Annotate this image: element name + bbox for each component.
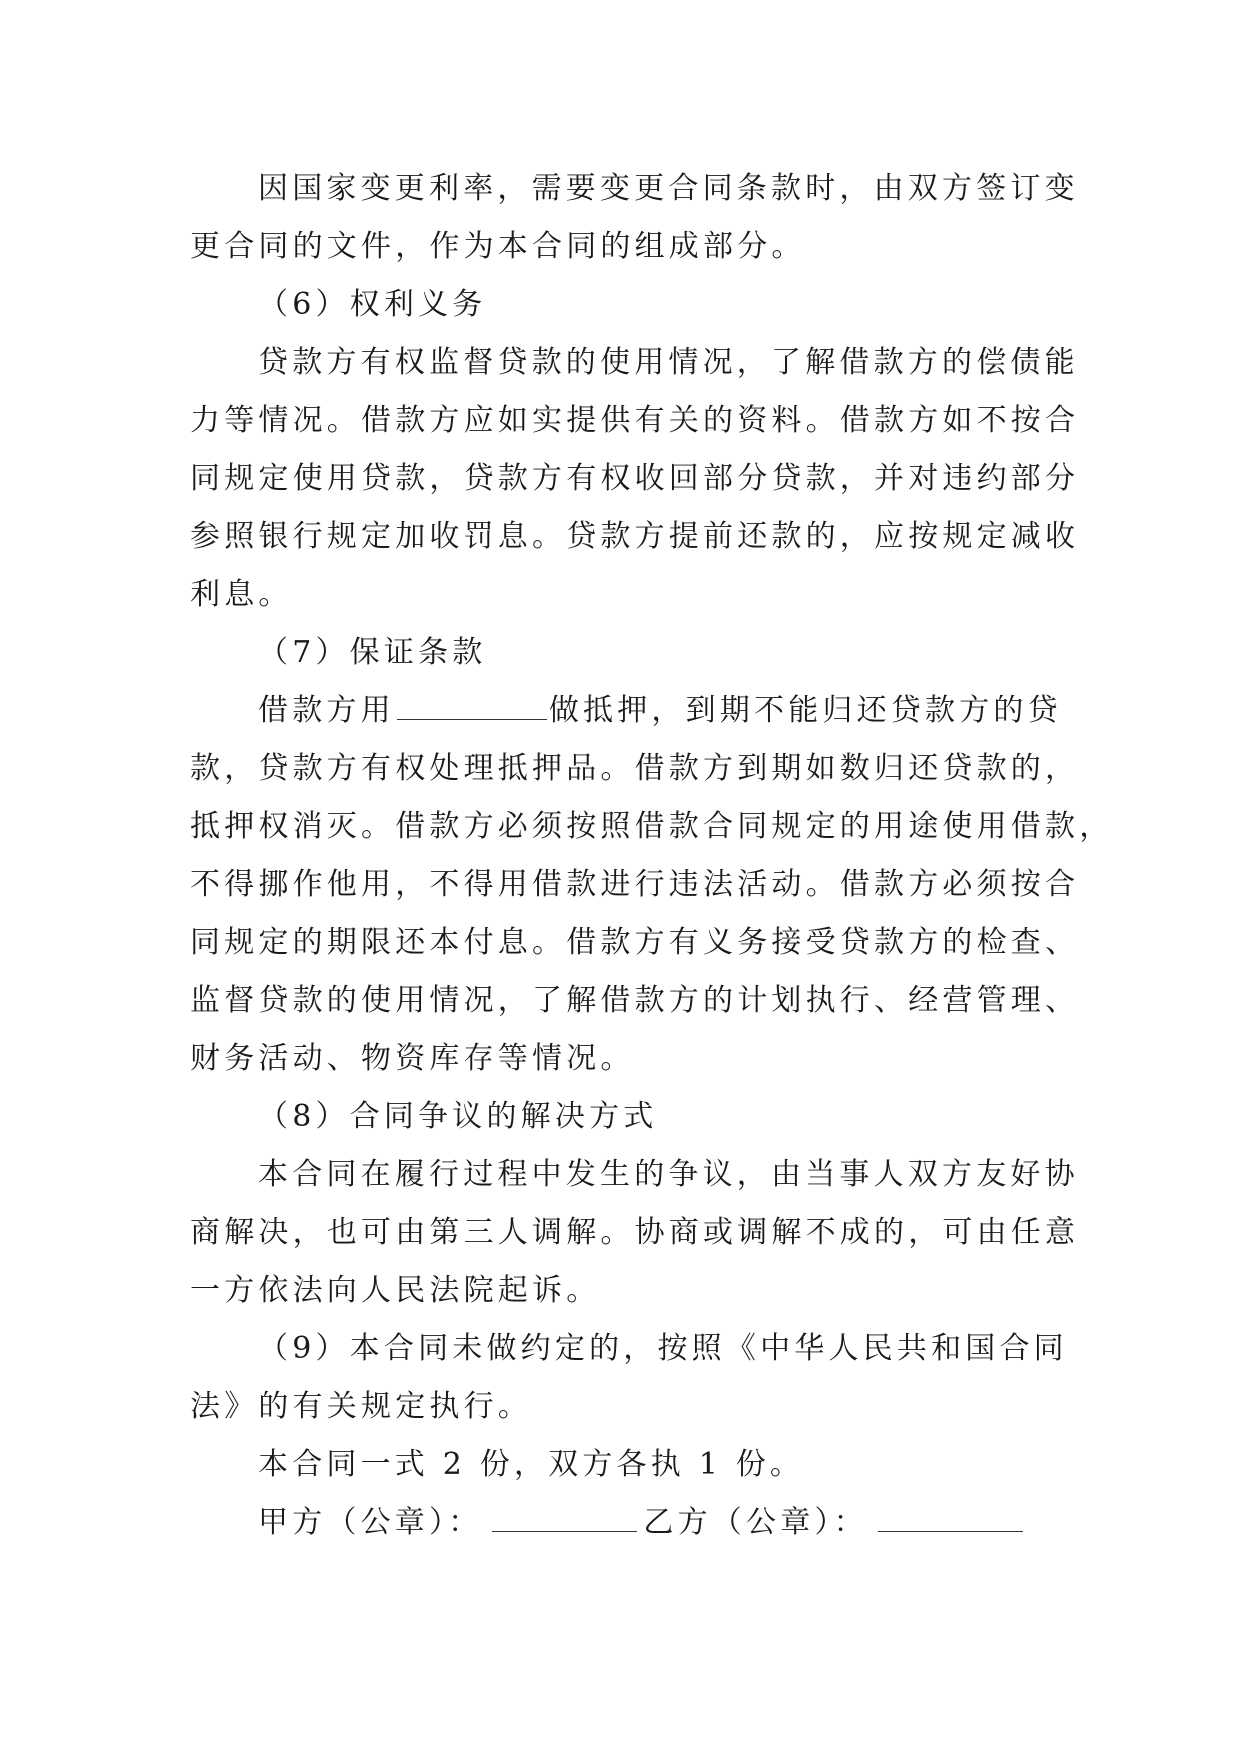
signature-line bbox=[190, 1494, 1060, 1552]
paragraph-line: 本合同一式 2 份，双方各执 1 份。 bbox=[258, 1447, 805, 1482]
paragraph-line: 一方依法向人民法院起诉。 bbox=[190, 1273, 601, 1308]
paragraph-line: 更合同的文件，作为本合同的组成部分。 bbox=[190, 229, 806, 264]
paragraph-line: 同规定使用贷款，贷款方有权收回部分贷款，并对违约部分 bbox=[190, 461, 1080, 496]
party-a-label: 甲方（公章）： bbox=[258, 1505, 483, 1540]
paragraph-line: 监督贷款的使用情况，了解借款方的计划执行、经营管理、 bbox=[190, 983, 1080, 1018]
paragraph-line: 抵押权消灭。借款方必须按照借款合同规定的用途使用借款， bbox=[190, 809, 1114, 844]
paragraph-line: 同规定的期限还本付息。借款方有义务接受贷款方的检查、 bbox=[190, 925, 1080, 960]
party-b-seal-blank[interactable] bbox=[878, 1497, 1023, 1532]
party-b-label: 乙方（公章）： bbox=[643, 1505, 868, 1540]
paragraph-line: 因国家变更利率，需要变更合同条款时，由双方签订变 bbox=[258, 171, 1079, 206]
paragraph-line: 财务活动、物资库存等情况。 bbox=[190, 1041, 635, 1076]
paragraph-line: 利息。 bbox=[190, 577, 293, 612]
paragraph-line: 本合同在履行过程中发生的争议，由当事人双方友好协 bbox=[258, 1157, 1079, 1192]
section-heading: （8）合同争议的解决方式 bbox=[258, 1099, 658, 1134]
paragraph-line: 参照银行规定加收罚息。贷款方提前还款的，应按规定减收 bbox=[190, 519, 1080, 554]
paragraph-line: 力等情况。借款方应如实提供有关的资料。借款方如不按合 bbox=[190, 403, 1080, 438]
paragraph-line: 款，贷款方有权处理抵押品。借款方到期如数归还贷款的， bbox=[190, 751, 1080, 786]
paragraph-line: 法》的有关规定执行。 bbox=[190, 1389, 532, 1424]
pledge-text-after: 做抵押，到期不能归还贷款方的贷 bbox=[548, 693, 1062, 728]
party-a-seal-blank[interactable] bbox=[492, 1497, 637, 1532]
document-page bbox=[190, 160, 1114, 1552]
paragraph-line: 不得挪作他用，不得用借款进行违法活动。借款方必须按合 bbox=[190, 867, 1080, 902]
section-heading: （6）权利义务 bbox=[258, 287, 487, 322]
paragraph-line: 贷款方有权监督贷款的使用情况，了解借款方的偿债能 bbox=[258, 345, 1079, 380]
pledge-item-blank[interactable] bbox=[397, 685, 547, 720]
paragraph-line: （9）本合同未做约定的，按照《中华人民共和国合同 bbox=[258, 1331, 1068, 1366]
section-heading: （7）保证条款 bbox=[258, 635, 487, 670]
paragraph-line: 商解决，也可由第三人调解。协商或调解不成的，可由任意 bbox=[190, 1215, 1080, 1250]
pledge-text-before: 借款方用 bbox=[258, 693, 395, 728]
pledge-line bbox=[190, 682, 1060, 740]
